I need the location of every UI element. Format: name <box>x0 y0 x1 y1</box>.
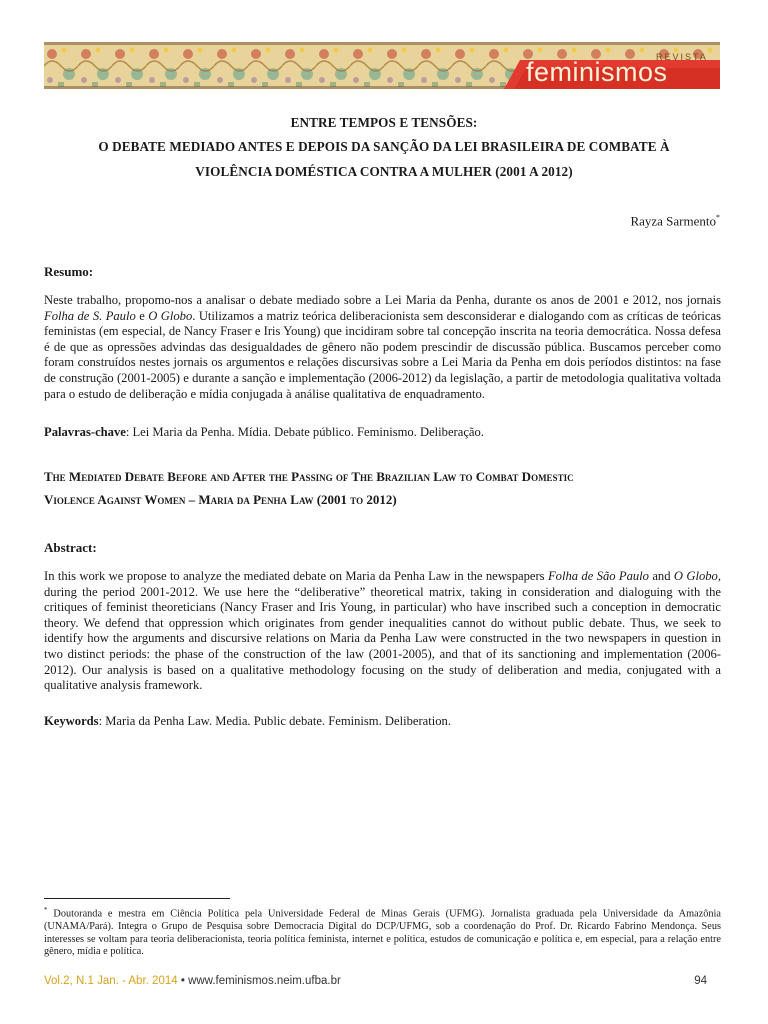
resumo-label: Resumo: <box>44 264 94 279</box>
footnote-divider <box>44 898 230 899</box>
author-footnote-mark[interactable]: * <box>716 213 720 222</box>
resumo-text-c: . Utilizamos a matriz teórica deliberacionista sem desconsiderar e dialogando com as críticas de teóricas feministas (em especial, de Nancy Fraser e Iris Young) que incidiram sobre tal concepção inscrita na teoria democrática. Nossa defesa é de que as opressões advindas das desigualdades de gênero não podem prescindir de discussão pública. Buscamos perceber como foram construídos nestes jornais os argumentos e relações discursivas sobre a Lei Maria da Penha em dois períodos distintos: na fase de construção (2001-2005) e durante a sanção e implementação (2006-2012) da legislação, a partir de metodologia qualitativa voltada para o estudo de deliberação e mídia conjugada à análise qualitativa de enquadramento. <box>44 308 722 401</box>
abstract-keywords-text: : Maria da Penha Law. Media. Public debate. Feminism. Deliberation. <box>98 714 451 728</box>
resumo-keywords-text: : Lei Maria da Penha. Mídia. Debate público. Feminismo. Deliberação. <box>125 425 484 439</box>
resumo-text <box>44 293 721 402</box>
abstract-text-b: and <box>648 569 674 583</box>
title-line-2: O DEBATE MEDIADO ANTES E DEPOIS DA SANÇÃO DA LEI BRASILEIRA DE COMBATE À <box>98 139 670 154</box>
footnote <box>44 904 721 959</box>
journal-banner <box>44 42 720 89</box>
footer-volume: Vol.2, N.1 <box>44 975 94 987</box>
abstract-label: Abstract: <box>44 540 97 555</box>
resumo-keywords <box>44 425 721 441</box>
page-number: 94 <box>694 975 707 987</box>
magazine-name-logo: feminismos <box>526 57 668 87</box>
resumo-text-b: e <box>135 308 149 323</box>
title-line-3: VIOLÊNCIA DOMÉSTICA CONTRA A MULHER (2001 A 2012) <box>195 164 573 179</box>
resumo-text-a: Neste trabalho, propomo-nos a analisar o debate mediado sobre a Lei Maria da Penha, durante os anos de 2001 e 2012, nos jornais <box>44 293 721 307</box>
abstract-keywords-label: Keywords <box>44 714 99 728</box>
abstract-paper-2: O Globo <box>673 569 718 583</box>
footnote-text: Doutoranda e mestra em Ciência Política pela Universidade Federal de Minas Gerais (UFMG). Jornalista graduada pela Universidade da Amazônia (UNAMA/Pará). Integra o Grupo de Pesquisa sobre Democracia Digital do DCP/UFMG, sob a coordenação do Prof. Dr. Ricardo Fabrino Mendonça. Seus interesses se voltam para teoria deliberacionista, teoria política feminista, internet e política, estudos de comunicação e política e, em especial, para a relação entre gênero, mídia e política. <box>44 908 721 958</box>
resumo-keywords-label: Palavras-chave <box>44 425 126 439</box>
resumo-paper-2: O Globo <box>148 308 193 323</box>
abstract-paper-1: Folha de São Paulo <box>547 569 649 583</box>
author-name: Rayza Sarmento <box>630 213 716 229</box>
footer-date: Jan. - Abr. 2014 <box>93 975 178 987</box>
title-line-1: ENTRE TEMPOS E TENSÕES: <box>290 115 478 130</box>
english-title-line-2: Violence Against Women – Maria da Penha Law (2001 to 2012) <box>44 492 397 507</box>
abstract-text-c: , during the period 2001-2012. We use here the “deliberative” theoretical matrix, taking in consideration and dialoguing with the critiques of feminist theoreticians (Nancy Fraser and Iris Young, in particular) who have inscribed such a conception in democratic theory. We defend that oppression which originates from gender inequalities cannot do without public debate. Thus, we seek to identify how the arguments and discursive relations on Maria da Penha Law were constructed in the two newspapers in question in two distinct periods: the phase of the construction of the law (2001-2005), and that of its sanctioning and implementation (2006-2012). Our analysis is based on a qualitative methodology focusing on the study of deliberation and media, conjugated with a qualitative analysis framework. <box>44 569 722 693</box>
page-footer <box>44 975 721 987</box>
abstract-text <box>44 569 721 694</box>
footer-site-link[interactable]: www.feminismos.neim.ufba.br <box>188 975 341 987</box>
magazine-small-label: REVISTA <box>656 52 708 62</box>
abstract-keywords <box>44 714 721 730</box>
footnote-mark: * <box>44 906 48 914</box>
footer-separator: • <box>177 975 189 987</box>
author <box>630 213 720 229</box>
english-title-line-1: The Mediated Debate Before and After the Passing of The Brazilian Law to Combat Domestic <box>44 469 574 484</box>
abstract-text-a: In this work we propose to analyze the mediated debate on Maria da Penha Law in the newspapers <box>44 569 548 583</box>
resumo-paper-1: Folha de S. Paulo <box>44 308 136 323</box>
